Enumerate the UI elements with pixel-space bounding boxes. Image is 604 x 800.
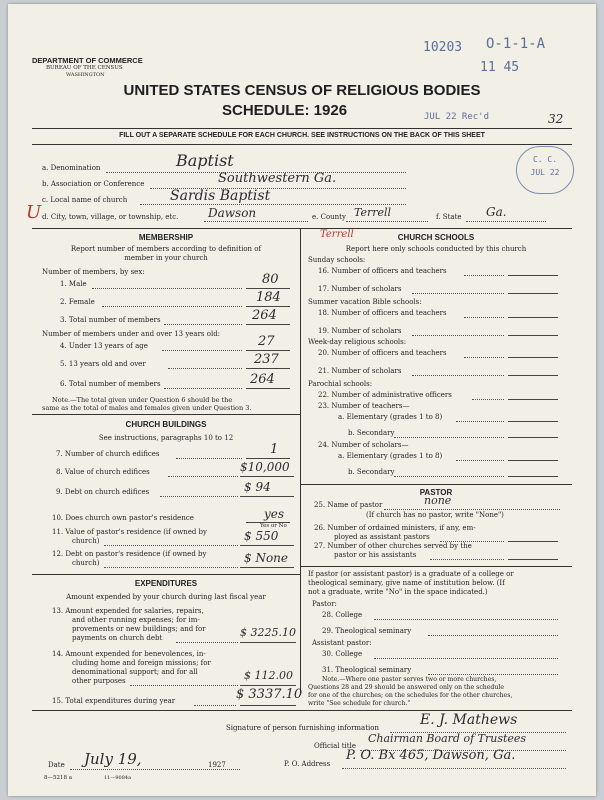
- age-label: Number of members under and over 13 years old:: [42, 330, 221, 338]
- pastor-note-1: Note.—Where one pastor serves two or more churches,: [322, 676, 497, 683]
- q14-label-b: cluding home and foreign missions; for: [72, 659, 211, 667]
- state-label: f. State: [436, 213, 462, 221]
- by-sex-label: Number of members, by sex:: [42, 268, 145, 276]
- q4-value: 27: [258, 334, 275, 349]
- print-number: 11—9084a: [104, 775, 132, 781]
- q19-box: [508, 335, 558, 336]
- q26-box: [508, 541, 558, 542]
- city-line: [204, 221, 308, 222]
- q6-leader: [164, 388, 242, 389]
- date-year: 1927: [208, 761, 226, 769]
- membership-note-1: Note.—The total given under Question 6 should be the: [52, 396, 233, 404]
- q2-leader: [102, 306, 242, 307]
- summer-label: Summer vacation Bible schools:: [308, 298, 422, 306]
- margin-mark: U: [26, 202, 42, 223]
- city-value: Dawson: [208, 206, 257, 220]
- address-label: P. O. Address: [284, 760, 331, 768]
- q29-line: [428, 635, 558, 636]
- q13-label-a: 13. Amount expended for salaries, repairs,: [52, 607, 204, 615]
- q7-box: [246, 458, 290, 459]
- date-label: Date: [48, 761, 65, 769]
- q8-value: $10,000: [240, 460, 290, 474]
- q19-leader: [412, 335, 504, 336]
- graduate-note-1: If pastor (or assistant pastor) is a graduate of a college or: [308, 570, 514, 578]
- q25-label: 25. Name of pastor: [314, 501, 383, 509]
- q18-box: [508, 317, 558, 318]
- q11-label-a: 11. Value of pastor's residence (if owned by: [52, 528, 207, 536]
- q18-leader: [464, 317, 504, 318]
- page-title: UNITED STATES CENSUS OF RELIGIOUS BODIES: [123, 82, 481, 99]
- q12-label-b: church): [72, 559, 100, 567]
- pastor-heading: PASTOR: [419, 488, 453, 497]
- q20-leader: [464, 357, 504, 358]
- q14-label-d: other purposes: [72, 677, 126, 685]
- q26-label-b: ployed as assistant pastors: [334, 533, 430, 541]
- q31-line: [428, 674, 558, 675]
- state-line: [466, 221, 546, 222]
- q23a-leader: [456, 421, 504, 422]
- q9-value: $ 94: [244, 480, 271, 494]
- county-line: [346, 221, 428, 222]
- membership-note-2: same as the total of males and females given under Question 3.: [42, 404, 252, 412]
- round-stamp: [516, 146, 574, 194]
- association-value: Southwestern Ga.: [218, 171, 337, 186]
- signature-value: E. J. Mathews: [420, 712, 518, 728]
- q5-leader: [168, 368, 242, 369]
- q29-label: 29. Theological seminary: [322, 627, 412, 635]
- q6-label: 6. Total number of members: [60, 380, 161, 388]
- q8-leader: [168, 476, 238, 477]
- pastor-note-4: write "See schedule for church.": [308, 700, 411, 707]
- divider-pastor: [300, 484, 572, 485]
- official-title-value: Chairman Board of Trustees: [368, 732, 527, 745]
- q3-box: [246, 324, 290, 325]
- weekday-label: Week-day religious schools:: [308, 338, 407, 346]
- q27-box: [508, 559, 558, 560]
- q18-label: 18. Number of officers and teachers: [318, 309, 447, 317]
- q25-value: none: [424, 494, 452, 507]
- received-handwritten: 32: [548, 112, 564, 126]
- q3-label: 3. Total number of members: [60, 316, 161, 324]
- divider-footer: [32, 710, 572, 711]
- parochial-label: Parochial schools:: [308, 380, 373, 388]
- stamp-number-2: 11 45: [480, 60, 520, 75]
- q1-label: 1. Male: [60, 280, 87, 288]
- q25-note: (If church has no pastor, write "None"): [366, 511, 504, 519]
- stamp-number-1: 10203: [423, 40, 463, 55]
- q7-leader: [176, 458, 242, 459]
- graduate-note-3: not a graduate, write "No" in the space indicated.): [308, 588, 488, 596]
- q21-leader: [412, 375, 504, 376]
- expenditures-heading: EXPENDITURES: [134, 579, 198, 588]
- divider-top: [32, 128, 572, 129]
- q8-label: 8. Value of church edifices: [56, 468, 150, 476]
- q3-value: 264: [252, 308, 277, 323]
- city-label-d: d. City, town, village, or township, etc.: [42, 213, 179, 221]
- q19-label: 19. Number of scholars: [318, 327, 402, 335]
- q24a-box: [508, 460, 558, 461]
- q12-label-a: 12. Debt on pastor's residence (if owned by: [52, 550, 207, 558]
- q12-leader: [104, 567, 238, 568]
- q9-box: [240, 496, 294, 497]
- q12-value: $ None: [244, 551, 289, 565]
- instruction-line: FILL OUT A SEPARATE SCHEDULE FOR EACH CHURCH. SEE INSTRUCTIONS ON THE BACK OF THIS SHEET: [119, 132, 485, 139]
- graduate-note-2: theological seminary, give name of institution below. (If: [308, 579, 505, 587]
- q1-value: 80: [262, 272, 279, 287]
- q21-label: 21. Number of scholars: [318, 367, 402, 375]
- q9-leader: [160, 496, 238, 497]
- q10-hint: Yes or No: [260, 523, 287, 529]
- q23b-leader: [394, 437, 504, 438]
- membership-sub1: Report number of members according to definition of: [70, 245, 262, 253]
- address-line: [342, 768, 566, 769]
- q17-box: [508, 293, 558, 294]
- census-form-page: [8, 4, 596, 796]
- q15-box: [240, 705, 296, 706]
- q15-value: $ 3337.10: [236, 687, 303, 702]
- q5-label: 5. 13 years old and over: [60, 360, 146, 368]
- q1-leader: [92, 288, 242, 289]
- membership-heading: MEMBERSHIP: [138, 233, 194, 242]
- q13-leader: [176, 642, 238, 643]
- q10-label: 10. Does church own pastor's residence: [52, 514, 194, 522]
- q1-box: [246, 288, 290, 289]
- divider-mid: [32, 228, 572, 229]
- church-name-line: [140, 204, 406, 205]
- q24-label: 24. Number of scholars—: [318, 441, 409, 449]
- schedule-title: SCHEDULE: 1926: [222, 102, 348, 119]
- q14-value: $ 112.00: [244, 669, 293, 682]
- q28-line: [374, 619, 558, 620]
- schools-sub: Report here only schools conducted by this church: [345, 245, 527, 253]
- column-divider: [300, 228, 301, 693]
- q14-leader: [130, 685, 238, 686]
- q24a-label: a. Elementary (grades 1 to 8): [338, 452, 443, 460]
- q21-box: [508, 375, 558, 376]
- q27-leader: [430, 559, 504, 560]
- q2-value: 184: [256, 290, 281, 305]
- q22-box: [508, 399, 558, 400]
- city-label: WASHINGTON: [66, 72, 105, 78]
- denomination-label: a. Denomination: [42, 164, 101, 172]
- q5-box: [246, 368, 290, 369]
- q13-box: [240, 642, 296, 643]
- q27-label-b: pastor or his assistants: [334, 551, 417, 559]
- divider-expenditures: [32, 574, 300, 575]
- q31-label: 31. Theological seminary: [322, 666, 412, 674]
- q23a-box: [508, 421, 558, 422]
- buildings-sub: See instructions, paragraphs 10 to 12: [98, 434, 234, 442]
- q16-leader: [464, 275, 504, 276]
- q15-label: 15. Total expenditures during year: [52, 697, 176, 705]
- pastor-note-2: Questions 28 and 29 should be answered only on the schedule: [308, 684, 505, 691]
- q6-value: 264: [250, 372, 275, 387]
- date-value: July 19,: [84, 750, 142, 768]
- pastor-label: Pastor:: [312, 600, 337, 608]
- q15-leader: [194, 705, 236, 706]
- q13-label-b: and other running expenses; for im-: [72, 616, 200, 624]
- department-label: DEPARTMENT OF COMMERCE: [32, 56, 143, 65]
- q2-box: [246, 306, 290, 307]
- q11-leader: [104, 545, 238, 546]
- q26-label-a: 26. Number of ordained ministers, if any, em-: [314, 524, 476, 532]
- q24b-label: b. Secondary: [348, 468, 395, 476]
- church-name-label: c. Local name of church: [42, 196, 128, 204]
- q14-label-c: denominational support; and for all: [72, 668, 198, 676]
- divider-graduate: [300, 566, 572, 567]
- q25-line: [384, 509, 560, 510]
- q17-label: 17. Number of scholars: [318, 285, 402, 293]
- assistant-pastor-label: Assistant pastor:: [312, 639, 372, 647]
- q4-leader: [162, 350, 242, 351]
- q14-box: [240, 685, 296, 686]
- expenditures-sub: Amount expended by your church during last fiscal year: [66, 593, 266, 601]
- county-label: e. County: [312, 213, 346, 221]
- q7-label: 7. Number of church edifices: [56, 450, 160, 458]
- church-name-value: Sardis Baptist: [170, 188, 271, 204]
- q8-box: [240, 476, 294, 477]
- q22-label: 22. Number of administrative officers: [318, 391, 452, 399]
- q14-label-a: 14. Amount expended for benevolences, in-: [52, 650, 206, 658]
- q5-value: 237: [254, 352, 279, 367]
- date-line: [70, 769, 240, 770]
- q23-label: 23. Number of teachers—: [318, 402, 410, 410]
- form-number: 8—5218 a: [44, 775, 73, 781]
- q23b-label: b. Secondary: [348, 429, 395, 437]
- q20-box: [508, 357, 558, 358]
- q23b-box: [508, 437, 558, 438]
- divider-buildings: [32, 414, 300, 415]
- q11-box: [240, 545, 294, 546]
- q24b-leader: [394, 476, 504, 477]
- q30-label: 30. College: [322, 650, 363, 658]
- county-value: Terrell: [354, 206, 392, 219]
- divider-top-2: [32, 144, 572, 145]
- q2-label: 2. Female: [60, 298, 95, 306]
- q28-label: 28. College: [322, 611, 363, 619]
- state-value: Ga.: [486, 205, 507, 219]
- stamp-code: O-1-1-A: [486, 36, 546, 52]
- q13-label-c: provements or new buildings; and for: [72, 625, 206, 633]
- association-label: b. Association or Conference: [42, 180, 145, 188]
- q12-box: [240, 567, 294, 568]
- q11-label-b: church): [72, 537, 100, 545]
- q13-label-d: payments on church debt: [72, 634, 163, 642]
- q30-line: [374, 658, 558, 659]
- q22-leader: [472, 399, 504, 400]
- address-value: P. O. Bx 465, Dawson, Ga.: [346, 748, 516, 763]
- q6-box: [246, 388, 290, 389]
- q11-value: $ 550: [244, 529, 279, 543]
- q16-box: [508, 275, 558, 276]
- q20-label: 20. Number of officers and teachers: [318, 349, 447, 357]
- q4-box: [246, 350, 290, 351]
- denomination-value: Baptist: [176, 151, 234, 170]
- q23a-label: a. Elementary (grades 1 to 8): [338, 413, 443, 421]
- q4-label: 4. Under 13 years of age: [60, 342, 148, 350]
- q10-value: yes: [264, 507, 285, 521]
- q13-value: $ 3225.10: [240, 626, 296, 639]
- round-stamp-line1: C. C.: [532, 155, 558, 164]
- round-stamp-line2: JUL 22: [530, 168, 560, 177]
- membership-sub2: member in your church: [124, 254, 208, 262]
- sunday-label: Sunday schools:: [308, 256, 366, 264]
- schools-heading: CHURCH SCHOOLS: [397, 233, 475, 242]
- bureau-label: BUREAU OF THE CENSUS: [46, 65, 123, 71]
- q16-label: 16. Number of officers and teachers: [318, 267, 447, 275]
- q27-label-a: 27. Number of other churches served by the: [314, 542, 472, 550]
- q7-value: 1: [270, 442, 279, 457]
- signature-label: Signature of person furnishing information: [226, 724, 380, 732]
- received-stamp: JUL 22 Rec'd: [424, 112, 490, 122]
- q9-label: 9. Debt on church edifices: [56, 488, 150, 496]
- pastor-note-3: for one of the churches; on the schedules for the other churches,: [308, 692, 513, 699]
- q17-leader: [412, 293, 504, 294]
- official-title-label: Official title: [314, 742, 356, 750]
- q3-leader: [164, 324, 242, 325]
- q24a-leader: [456, 460, 504, 461]
- county-note: Terrell: [320, 229, 354, 240]
- buildings-heading: CHURCH BUILDINGS: [125, 420, 207, 429]
- q24b-box: [508, 476, 558, 477]
